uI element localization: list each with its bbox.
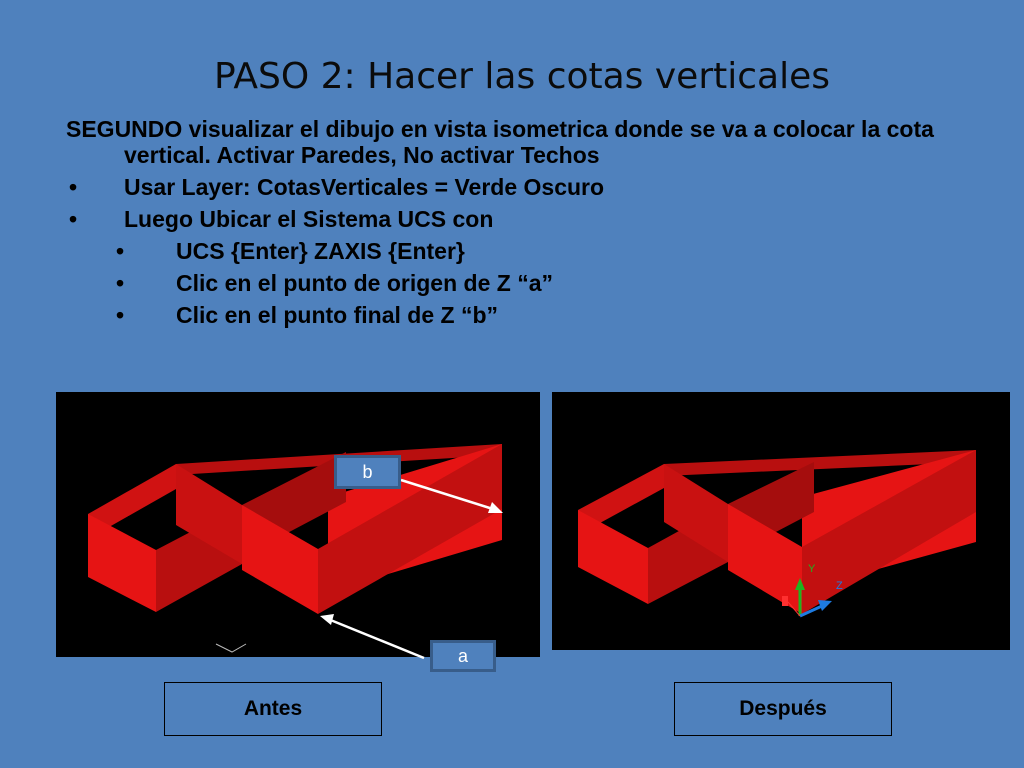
sub-bullet-text: Clic en el punto de origen de Z “a”: [176, 270, 553, 296]
bullet-dot: •: [116, 302, 125, 328]
bullet-dot: •: [69, 206, 78, 232]
sub-bullet-text: UCS {Enter} ZAXIS {Enter}: [176, 238, 465, 264]
arrow-b-head-icon: [488, 502, 503, 513]
ucs-z-label: Z: [836, 580, 843, 592]
sub-bullet-text: Clic en el punto final de Z “b”: [176, 302, 499, 328]
intro-paragraph: SEGUNDO visualizar el dibujo en vista isometrica donde se va a colocar la cota vertical. Activar Paredes, No activar Techos: [66, 116, 934, 168]
bullet-dot: •: [69, 174, 78, 200]
ucs-y-label: Y: [808, 563, 816, 575]
slide-title: PASO 2: Hacer las cotas verticales: [213, 56, 831, 97]
caption-before: Antes: [164, 682, 382, 736]
arrow-a-head-icon: [320, 614, 334, 625]
bullet-dot: •: [116, 238, 125, 264]
label-a: a: [430, 640, 496, 672]
label-b: b: [334, 455, 401, 489]
bullet-text: Usar Layer: CotasVerticales = Verde Oscuro: [124, 174, 605, 200]
caption-after: Después: [674, 682, 892, 736]
bullet-text: Luego Ubicar el Sistema UCS con: [124, 206, 494, 232]
arrow-a-line: [328, 619, 424, 658]
arrow-b-line: [401, 480, 496, 510]
bullet-dot: •: [116, 270, 125, 296]
